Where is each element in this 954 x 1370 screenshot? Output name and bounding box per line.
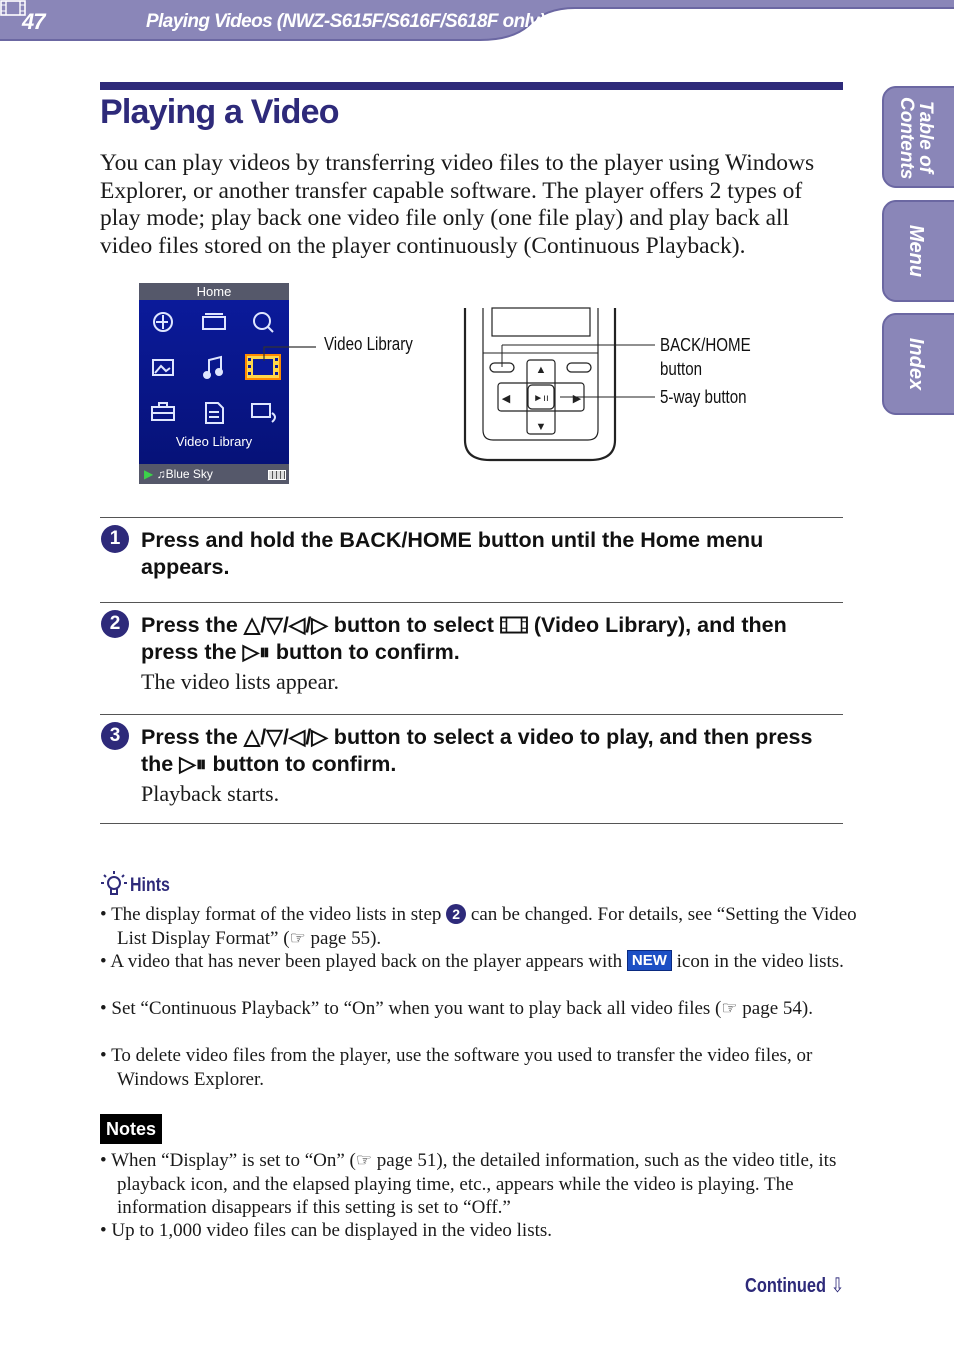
continued-link[interactable] [745, 1273, 844, 1298]
notes-heading: Notes [100, 1114, 162, 1144]
step-1-instruction: Press and hold the BACK/HOME button until the Home menu appears. [141, 528, 764, 579]
page-reference-icon: ☞ [289, 927, 306, 948]
step-divider [100, 602, 843, 603]
page-title: Playing a Video [100, 93, 339, 131]
section-title: Playing Videos (NWZ-S615F/S616F/S618F only) [146, 11, 546, 32]
hint-text: A video that has never been played back on the player appears with [110, 951, 623, 972]
step-3-result: Playback starts. [141, 781, 280, 806]
tab-label: Menu [905, 224, 927, 278]
page-reference-icon: ☞ [355, 1150, 373, 1170]
hint-text: Set “Continuous Playback” to “On” when you want to play back all video files ( [111, 998, 722, 1019]
step-divider [100, 823, 843, 824]
title-rule [100, 82, 843, 90]
tab-menu[interactable] [882, 200, 954, 302]
hint-text: icon in the video lists. [676, 951, 844, 972]
step-2-reference-icon: 2 [446, 904, 466, 924]
page-link[interactable]: page 51), the detailed information, such as the video title, its playback icon, and the elapsed playing time, etc., appears while the video is playing. The information disappears if this setting is set to “Off.” [117, 1150, 837, 1218]
svg-text:◀: ◀ [501, 393, 511, 405]
page-link[interactable]: page 55). [310, 927, 382, 949]
arrow-down-icon: ⇩ [830, 1275, 845, 1297]
lightbulb-icon [100, 869, 128, 899]
step-number-2: 2 [101, 610, 129, 638]
search-icon [254, 313, 273, 332]
continued-label: Continued [745, 1275, 827, 1297]
step-3-instruction: Press the △/▽/◁/▷ button to select a video to play, and then press the ▷⏸ button to confirm. [141, 725, 813, 776]
tab-label: Table of Contents [896, 97, 936, 180]
option-button [567, 363, 591, 372]
svg-text:►ıı: ►ıı [533, 393, 549, 404]
toolbox-icon [152, 403, 174, 420]
page-number: 47 [22, 9, 45, 34]
document-icon [206, 403, 223, 423]
step-divider [100, 714, 843, 715]
callout-back-home-line2: button [660, 359, 703, 379]
callout-line-video-library [260, 335, 320, 365]
playlist-icon [252, 404, 275, 422]
hint-item: • A video that has never been played back on the player appears with NEW icon in the video lists. [100, 951, 844, 972]
intro-paragraph: You can play videos by transferring video files to the player using Windows Explorer, or another transfer capable software. The player offers 2 types of play mode; play back one video file only (one file play) and play back all video files stored on the player continuously (Continuous Playback). [100, 150, 815, 259]
tab-label: Index [905, 337, 927, 391]
step-2-text-b: (Video Library), and then press the ▷⏸ button to confirm. [141, 613, 787, 664]
hint-text: can be changed. For details, see “Setting the Video List Display Format” ( [117, 904, 857, 949]
radio-icon [203, 314, 225, 329]
player-screen-figure [139, 283, 289, 484]
tab-table-of-contents[interactable] [882, 86, 954, 188]
callout-back-home [660, 333, 751, 381]
note-text: When “Display” is set to “On” ( [111, 1150, 356, 1171]
callout-5-way-button: 5-way button [660, 387, 747, 407]
hint-item: • The display format of the video lists in step 2 can be changed. For details, see “Setting the Video List Display Format” (☞ page 55). [100, 904, 857, 949]
screen-footer [139, 464, 289, 484]
step-2-result: The video lists appear. [141, 669, 339, 694]
video-library-icon [500, 616, 528, 634]
step-2-text-a: Press the △/▽/◁/▷ button to select [141, 613, 494, 637]
note-item: • When “Display” is set to “On” (☞ page 51), the detailed information, such as the video title, its playback icon, and the elapsed playing time, etc., appears while the video is playing. The information disappears if this setting is set to “Off.” [100, 1150, 837, 1218]
svg-text:▶: ▶ [572, 393, 582, 405]
photo-icon [153, 360, 173, 375]
screen-selected-label: Video Library [175, 434, 253, 449]
svg-text:▲: ▲ [535, 364, 547, 376]
step-number-1: 1 [101, 525, 129, 553]
page-header [0, 0, 954, 44]
film-icon [0, 0, 26, 16]
now-playing-title: Blue Sky [165, 467, 213, 481]
hints-heading: Hints [130, 875, 170, 896]
play-indicator-icon: ▶ [144, 467, 154, 481]
note-item: • Up to 1,000 video files can be displayed in the video lists. [100, 1220, 553, 1241]
battery-icon [268, 470, 286, 480]
new-badge-icon: NEW [627, 950, 672, 971]
step-2-instruction [141, 612, 846, 666]
hint-item: • Set “Continuous Playback” to “On” when you want to play back all video files (☞ page 54). [100, 998, 813, 1019]
hint-text: To delete video files from the player, use the software you used to transfer the video files, or Windows Explorer. [111, 1045, 813, 1090]
music-icon [204, 357, 222, 378]
tab-index[interactable] [882, 313, 954, 415]
step-divider [100, 517, 843, 518]
page-reference-icon: ☞ [721, 998, 738, 1018]
music-note-icon: ♫ [156, 467, 166, 481]
note-text: Up to 1,000 video files can be displayed in the video lists. [111, 1220, 553, 1241]
hint-item: • To delete video files from the player, use the software you used to transfer the video files, or Windows Explorer. [100, 1045, 813, 1090]
svg-text:▼: ▼ [535, 421, 547, 433]
screen-header: Home [139, 283, 289, 300]
page-link[interactable]: page 54). [742, 998, 813, 1019]
player-device-figure [460, 300, 660, 465]
hint-text: The display format of the video lists in step [111, 904, 442, 925]
shuffle-icon [154, 313, 172, 331]
callout-back-home-line1: BACK/HOME [660, 335, 751, 355]
step-number-3: 3 [101, 722, 129, 750]
callout-video-library: Video Library [324, 334, 413, 354]
